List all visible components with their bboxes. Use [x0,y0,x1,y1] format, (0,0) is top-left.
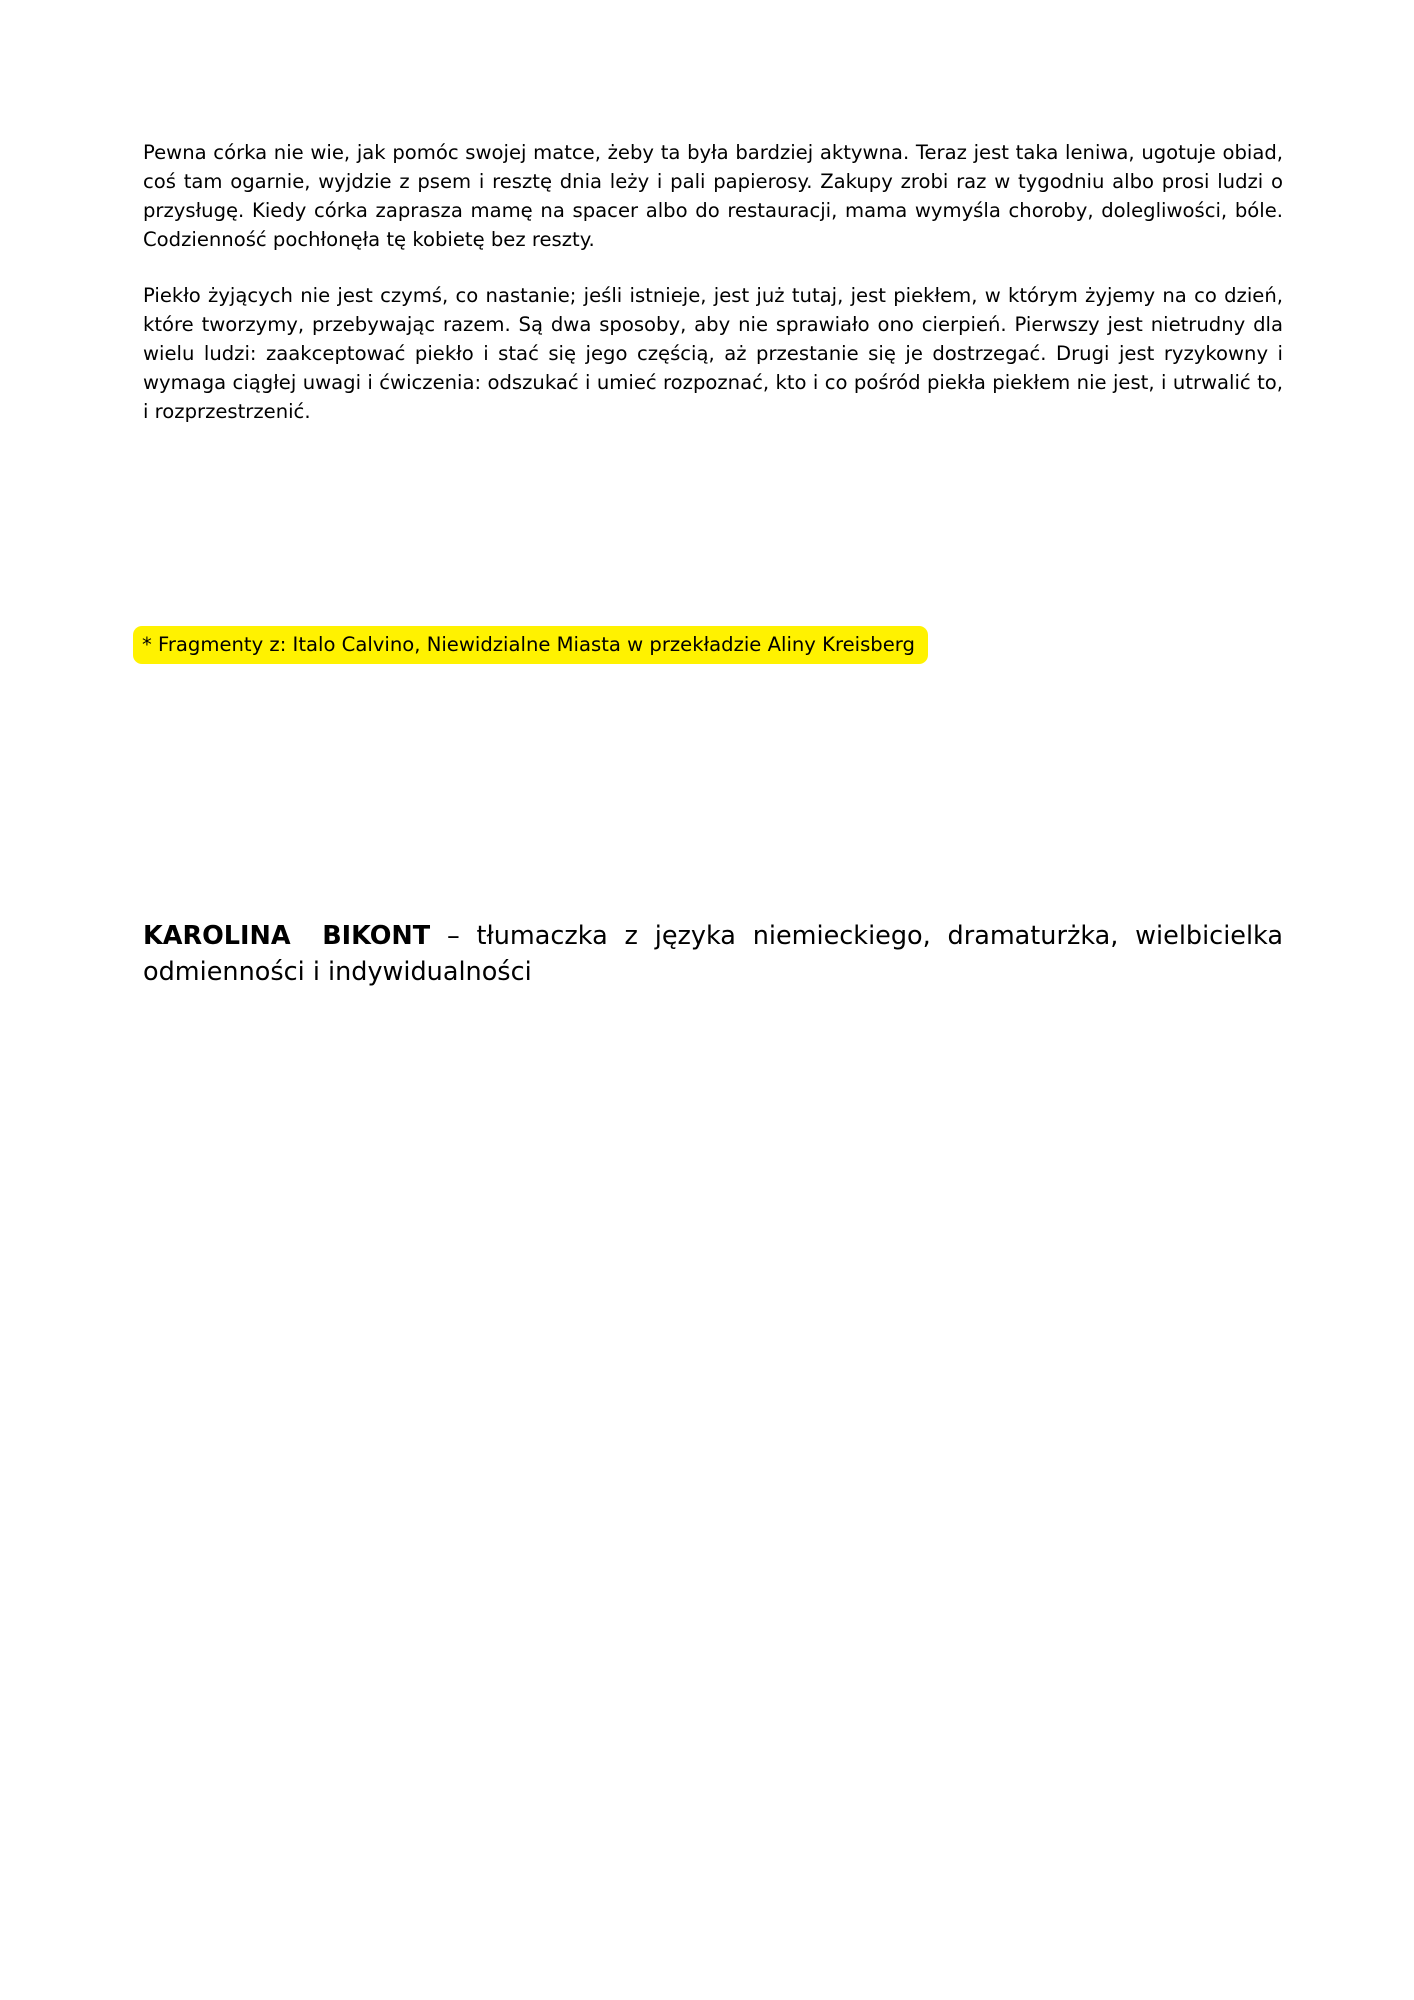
footnote-highlight: * Fragmenty z: Italo Calvino, Niewidzialne Miasta w przekładzie Aliny Kreisberg [133,626,928,664]
author-name: KAROLINA BIKONT [143,921,431,951]
author-description: – tłumaczka z języka niemieckiego, dramaturżka, wielbicielka odmienności i indywidualności [143,921,1283,987]
body-paragraph-1: Pewna córka nie wie, jak pomóc swojej matce, żeby ta była bardziej aktywna. Teraz jest taka leniwa, ugotuje obiad, coś tam ogarnie, wyjdzie z psem i resztę dnia leży i pali papierosy. Zakupy zrobi raz w tygodniu albo prosi ludzi o przysługę. Kiedy córka zaprasza mamę na spacer albo do restauracji, mama wymyśla choroby, dolegliwości, bóle. Codzienność pochłonęła tę kobietę bez reszty. [143,141,1283,251]
body-paragraph-2: Piekło żyjących nie jest czymś, co nastanie; jeśli istnieje, jest już tutaj, jest piekłem, w którym żyjemy na co dzień, które tworzymy, przebywając razem. Są dwa sposoby, aby nie sprawiało ono cierpień. Pierwszy jest nietrudny dla wielu ludzi: zaakceptować piekło i stać się jego częścią, aż przestanie się je dostrzegać. Drugi jest ryzykowny i wymaga ciągłej uwagi i ćwiczenia: odszukać i umieć rozpoznać, kto i co pośród piekła piekłem nie jest, i utrwalić to, i rozprzestrzenić. [143,284,1283,423]
author-bio [143,918,1283,990]
